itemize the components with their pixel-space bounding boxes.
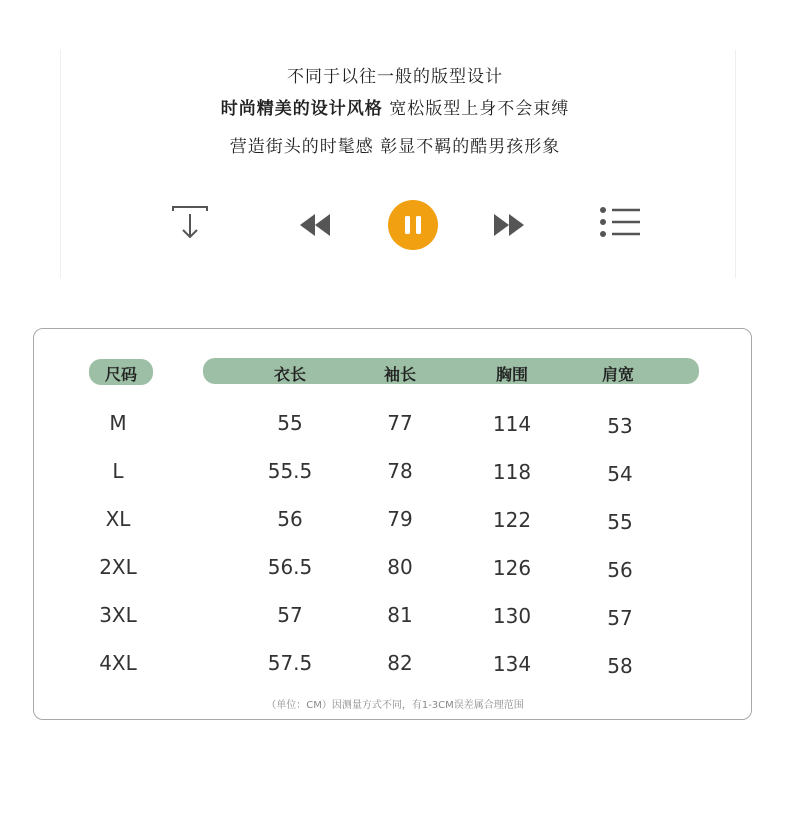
pause-icon — [388, 200, 438, 250]
table-cell-sleeve: 77 — [387, 411, 413, 435]
tagline-line-2-rest: 宽松版型上身不会束缚 — [389, 99, 570, 119]
table-cell-length: 57 — [277, 603, 303, 627]
pause-button[interactable] — [388, 200, 438, 250]
table-cell-shoulder: 54 — [607, 462, 633, 486]
fast-forward-icon[interactable] — [492, 212, 526, 238]
table-cell-length: 55 — [277, 411, 303, 435]
column-header-size: 尺码 — [104, 365, 137, 384]
table-cell-sleeve: 80 — [387, 555, 413, 579]
table-cell-length: 55.5 — [267, 459, 313, 483]
table-cell-size: L — [112, 459, 124, 483]
column-header-length: 衣长 — [273, 365, 306, 384]
tagline-line-3: 营造街头的时髦感 彰显不羁的酷男孩形象 — [229, 137, 561, 157]
table-cell-sleeve: 82 — [387, 651, 413, 675]
table-cell-chest: 122 — [492, 508, 532, 532]
table-cell-chest: 126 — [492, 556, 532, 580]
measurement-note: （单位：CM）因测量方式不同，有1-3CM误差属合理范围 — [266, 700, 524, 711]
table-cell-length: 56.5 — [267, 555, 313, 579]
table-cell-size: 2XL — [99, 555, 137, 579]
table-cell-size: M — [109, 411, 127, 435]
table-cell-shoulder: 58 — [607, 654, 633, 678]
table-cell-sleeve: 79 — [387, 507, 413, 531]
table-cell-size: 4XL — [99, 651, 137, 675]
table-cell-sleeve: 78 — [387, 459, 413, 483]
rewind-icon[interactable] — [298, 212, 332, 238]
table-cell-chest: 118 — [492, 460, 532, 484]
table-cell-shoulder: 53 — [607, 414, 633, 438]
playlist-icon[interactable] — [598, 205, 642, 239]
tagline-line-2-bold: 时尚精美的设计风格 — [220, 99, 383, 119]
tagline-line-2 — [0, 94, 790, 119]
table-cell-sleeve: 81 — [387, 603, 413, 627]
column-header-sleeve: 袖长 — [383, 365, 416, 384]
table-cell-chest: 130 — [492, 604, 532, 628]
table-cell-shoulder: 55 — [607, 510, 633, 534]
table-cell-size: 3XL — [99, 603, 137, 627]
table-cell-length: 56 — [277, 507, 303, 531]
column-header-shoulder: 肩宽 — [601, 365, 634, 384]
table-cell-chest: 114 — [492, 412, 532, 436]
column-header-chest: 胸围 — [495, 365, 528, 384]
table-cell-shoulder: 56 — [607, 558, 633, 582]
table-cell-chest: 134 — [492, 652, 532, 676]
table-cell-length: 57.5 — [267, 651, 313, 675]
download-icon[interactable] — [170, 205, 210, 241]
table-cell-size: XL — [105, 507, 131, 531]
table-cell-shoulder: 57 — [607, 606, 633, 630]
tagline-line-1: 不同于以往一般的版型设计 — [287, 67, 503, 87]
